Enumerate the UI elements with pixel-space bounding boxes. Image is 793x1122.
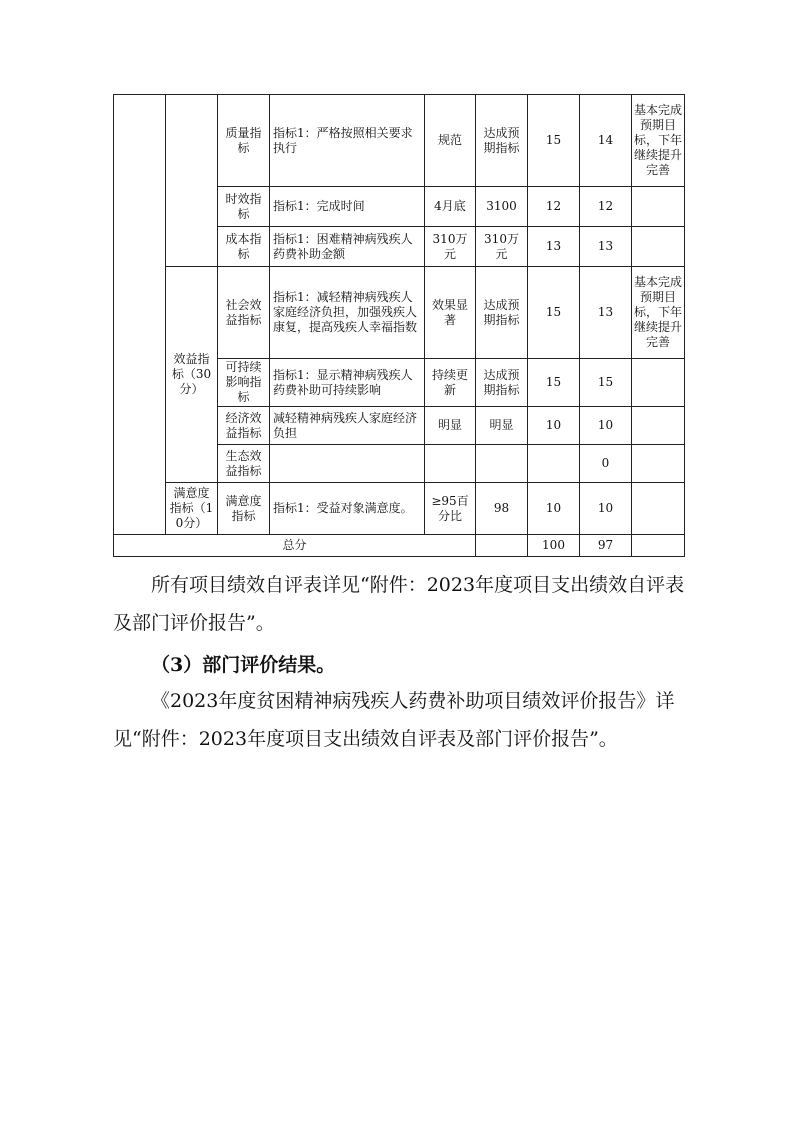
indicator-content-cell: 指标1：受益对象满意度。 xyxy=(270,483,425,535)
weight-cell: 13 xyxy=(528,227,580,267)
score-cell: 13 xyxy=(580,267,632,359)
indicator-content-cell: 指标1：完成时间 xyxy=(270,187,425,227)
remark-cell: 基本完成预期目标，下年继续提升完善 xyxy=(632,267,685,359)
paragraph-appendix-note: 所有项目绩效自评表详见“附件：2023年度项目支出绩效自评表及部门评价报告”。 xyxy=(113,574,685,634)
annual-target-cell: 持续更新 xyxy=(425,359,476,407)
table-row xyxy=(114,483,685,535)
remark-cell xyxy=(632,187,685,227)
indicator-name-cell: 质量指标 xyxy=(218,95,270,187)
actual-value-cell: 明显 xyxy=(476,407,528,445)
score-cell: 10 xyxy=(580,483,632,535)
weight-cell: 12 xyxy=(528,187,580,227)
actual-value-cell xyxy=(476,535,528,557)
table-row xyxy=(114,267,685,359)
indicator-name-cell: 生态效益指标 xyxy=(218,445,270,483)
weight-cell: 15 xyxy=(528,95,580,187)
indicator-name-cell: 时效指标 xyxy=(218,187,270,227)
indicator-content-cell: 减轻精神病残疾人家庭经济负担 xyxy=(270,407,425,445)
weight-cell: 15 xyxy=(528,359,580,407)
weight-cell: 15 xyxy=(528,267,580,359)
remark-cell xyxy=(632,445,685,483)
actual-value-cell xyxy=(476,445,528,483)
actual-value-cell: 98 xyxy=(476,483,528,535)
remark-cell: 基本完成预期目标，下年继续提升完善 xyxy=(632,95,685,187)
annual-target-cell: 310万元 xyxy=(425,227,476,267)
weight-cell: 10 xyxy=(528,483,580,535)
indicator-content-cell: 指标1：困难精神病残疾人药费补助金额 xyxy=(270,227,425,267)
total-weight-cell: 100 xyxy=(528,535,580,557)
score-cell: 13 xyxy=(580,227,632,267)
remark-cell xyxy=(632,535,685,557)
indicator-name-cell: 社会效益指标 xyxy=(218,267,270,359)
annual-target-cell: 明显 xyxy=(425,407,476,445)
remark-cell xyxy=(632,407,685,445)
indicator-name-cell: 经济效益指标 xyxy=(218,407,270,445)
table-cell-blank xyxy=(166,95,218,267)
actual-value-cell: 达成预期指标 xyxy=(476,267,528,359)
indicator-category-cell: 满意度指标（10分） xyxy=(166,483,218,535)
indicator-content-cell: 指标1：减轻精神病残疾人家庭经济负担，加强残疾人康复，提高残疾人幸福指数 xyxy=(270,267,425,359)
indicator-name-cell: 可持续影响指标 xyxy=(218,359,270,407)
annual-target-cell: ≥95百分比 xyxy=(425,483,476,535)
remark-cell xyxy=(632,483,685,535)
section-heading: （3）部门评价结果。 xyxy=(151,654,336,676)
actual-value-cell: 达成预期指标 xyxy=(476,359,528,407)
actual-value-cell: 3100 xyxy=(476,187,528,227)
score-cell: 12 xyxy=(580,187,632,227)
score-cell: 0 xyxy=(580,445,632,483)
remark-cell xyxy=(632,227,685,267)
actual-value-cell: 达成预期指标 xyxy=(476,95,528,187)
table-cell-blank xyxy=(114,95,166,535)
actual-value-cell: 310万元 xyxy=(476,227,528,267)
score-cell: 15 xyxy=(580,359,632,407)
annual-target-cell: 规范 xyxy=(425,95,476,187)
score-cell: 10 xyxy=(580,407,632,445)
indicator-content-cell: 指标1：严格按照相关要求执行 xyxy=(270,95,425,187)
indicator-name-cell: 成本指标 xyxy=(218,227,270,267)
annual-target-cell xyxy=(425,445,476,483)
indicator-name-cell: 满意度指标 xyxy=(218,483,270,535)
annual-target-cell: 效果显著 xyxy=(425,267,476,359)
score-cell: 14 xyxy=(580,95,632,187)
table-row xyxy=(114,95,685,187)
paragraph-evaluation-report: 《2023年度贫困精神病残疾人药费补助项目绩效评价报告》详见“附件：2023年度项目支出绩效自评表及部门评价报告”。 xyxy=(113,690,675,750)
remark-cell xyxy=(632,359,685,407)
indicator-content-cell: 指标1：显示精神病残疾人药费补助可持续影响 xyxy=(270,359,425,407)
indicator-category-cell: 效益指标（30分） xyxy=(166,267,218,483)
performance-evaluation-table xyxy=(113,94,685,557)
weight-cell: 10 xyxy=(528,407,580,445)
total-row xyxy=(114,535,685,557)
indicator-content-cell xyxy=(270,445,425,483)
total-label-cell: 总分 xyxy=(114,535,476,557)
annual-target-cell: 4月底 xyxy=(425,187,476,227)
weight-cell xyxy=(528,445,580,483)
total-score-cell: 97 xyxy=(580,535,632,557)
